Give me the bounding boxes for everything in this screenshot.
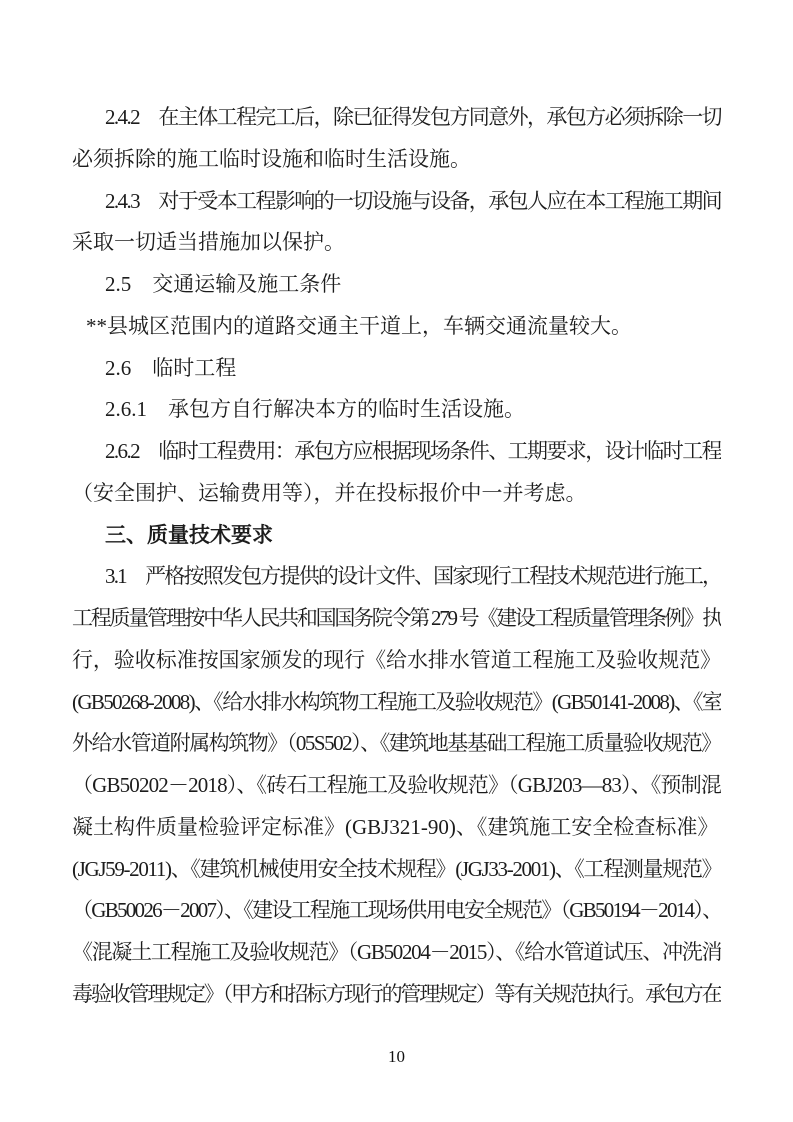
document-body: [72, 97, 721, 1016]
clause-2-4-2-line-1: 2.4.2 在主体工程完工后，除已征得发包方同意外，承包方必须拆除一切: [105, 105, 721, 129]
clause-3-1-line-3: 行，验收标准按国家颁发的现行《给水排水管道工程施工及验收规范》: [72, 647, 721, 672]
clause-3-1-line-6: （GB50202－2018）、《砖石工程施工及验收规范》（GBJ203—83）、《预制混: [72, 773, 721, 797]
clause-3-1-line-8: (JGJ59-2011)、《建筑机械使用安全技术规程》(JGJ33-2001)、《工程测量规范》: [72, 856, 721, 881]
section-3-heading: 三、质量技术要求: [105, 522, 273, 547]
clause-2-6-heading: 2.6 临时工程: [105, 355, 237, 380]
page-number: 10: [388, 1047, 405, 1066]
clause-2-4-2-line-2: 必须拆除的施工临时设施和临时生活设施。: [72, 146, 471, 171]
clause-2-5-heading: 2.5 交通运输及施工条件: [105, 272, 342, 296]
clause-2-6-2-line-2: （安全围护、运输费用等），并在投标报价中一并考虑。: [72, 480, 587, 505]
clause-2-4-3-line-1: 2.4.3 对于受本工程影响的一切设施与设备，承包人应在本工程施工期间: [105, 188, 721, 213]
clause-3-1-line-7: 凝土构件质量检验评定标准》(GBJ321-90)、《建筑施工安全检查标准》: [72, 814, 719, 839]
clause-3-1-line-9: （GB50026－2007）、《建设工程施工现场供用电安全规范》（GB50194－2014）、: [72, 898, 721, 923]
clause-3-1-line-4: (GB50268-2008)、《给水排水构筑物工程施工及验收规范》(GB50141-2008)、《室: [72, 689, 721, 714]
clause-2-4-3-line-2: 采取一切适当措施加以保护。: [72, 230, 345, 255]
clause-3-1-line-1: 3.1 严格按照发包方提供的设计文件、国家现行工程技术规范进行施工，: [105, 564, 721, 589]
clause-3-1-line-2: 工程质量管理按中华人民共和国国务院令第 279 号《建设工程质量管理条例》执: [72, 606, 721, 630]
clause-2-6-2-line-1: 2.6.2 临时工程费用：承包方应根据现场条件、工期要求，设计临时工程: [105, 439, 721, 463]
clause-3-1-line-5: 外给水管道附属构筑物》（05S502）、《建筑地基基础工程施工质量验收规范》: [72, 731, 721, 756]
clause-3-1-line-11: 毒验收管理规定》（甲方和招标方现行的管理规定）等有关规范执行。承包方在: [72, 981, 721, 1006]
clause-3-1-line-10: 《混凝土工程施工及验收规范》（GB50204－2015）、《给水管道试压、冲洗消: [72, 940, 721, 964]
page-footer: [0, 1046, 793, 1068]
clause-2-5-text: **县城区范围内的道路交通主干道上，车辆交通流量较大。: [86, 313, 632, 338]
clause-2-6-1-text: 2.6.1 承包方自行解决本方的临时生活设施。: [105, 397, 525, 422]
